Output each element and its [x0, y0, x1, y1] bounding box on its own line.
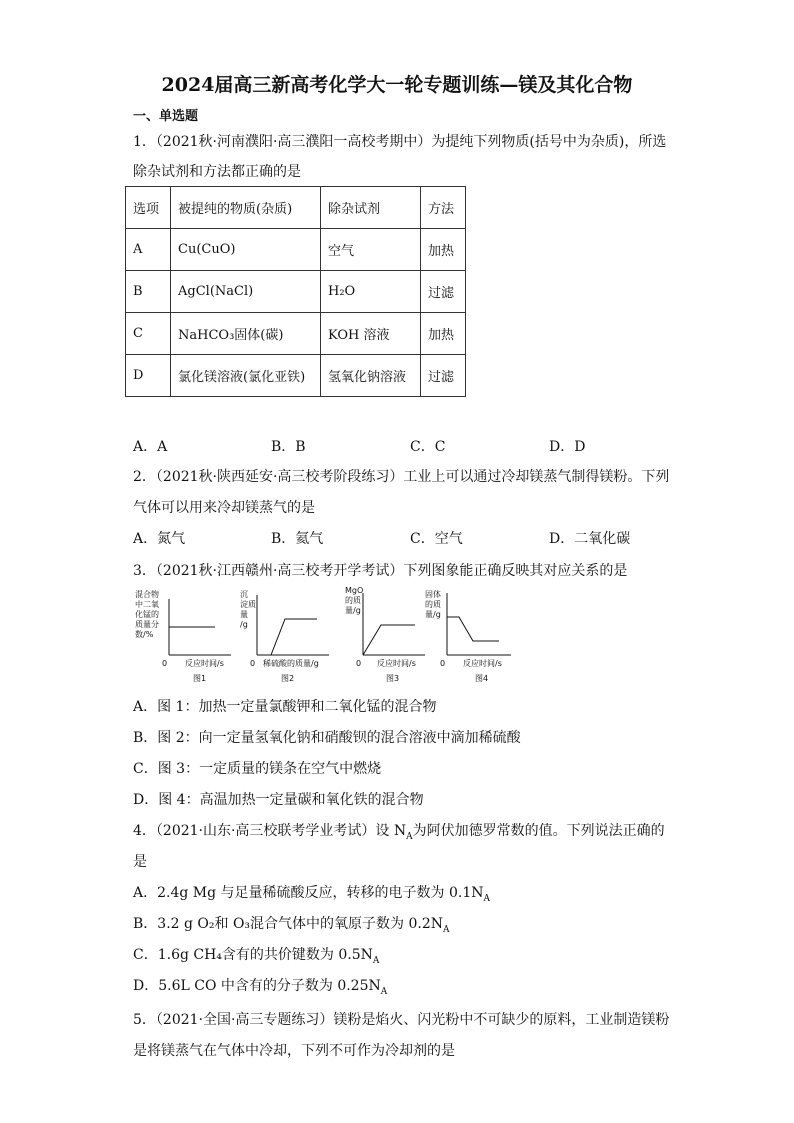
table-cell: Cu(CuO): [171, 229, 321, 271]
fig1-ylabel-1: 混合物: [135, 590, 159, 599]
figure-3: [345, 586, 425, 683]
table-header-cell: 方法: [421, 187, 466, 229]
table-cell: 加热: [421, 229, 466, 271]
figure-4: [425, 589, 511, 683]
fig4-xlabel: 反应时间/s: [463, 659, 502, 668]
fig4-origin: 0: [440, 659, 446, 668]
q4-stem-part-a: 4．（2021·山东·高三校联考学业考试）设 N: [133, 823, 407, 839]
q4-option-b-text: B．3.2 g O₂和 O₃混合气体中的氧原子数为 0.2N: [133, 916, 444, 932]
fig3-origin: 0: [356, 659, 362, 668]
q4-option-d-text: D．5.6L CO 中含有的分子数为 0.25N: [133, 978, 381, 994]
q1-stem-line1: 1．（2021秋·河南濮阳·高三濮阳一高校考期中）为提纯下列物质(括号中为杂质)，所选: [133, 134, 667, 150]
table-cell: A: [126, 229, 171, 271]
q1-table: [125, 186, 466, 397]
fig4-caption: 图4: [475, 674, 489, 683]
fig1-ylabel-3: 化锰的: [135, 610, 159, 619]
q3-option-c: C．图 3：一定质量的镁条在空气中燃烧: [133, 761, 382, 777]
q4-stem-line2: 是: [133, 854, 147, 870]
table-cell: 空气: [321, 229, 421, 271]
table-row: [126, 313, 466, 355]
q2-option-b: B．氦气: [271, 531, 324, 547]
fig3-ylabel-3: 量/g: [345, 606, 361, 615]
q4-stem-line1: [133, 820, 665, 842]
q3-option-a: A．图 1：加热一定量氯酸钾和二氧化锰的混合物: [133, 699, 437, 715]
q4-option-b-sub: A: [443, 924, 450, 935]
page-title: 2024届高三新高考化学大一轮专题训练—镁及其化合物: [161, 74, 633, 96]
table-header-row: [126, 187, 466, 229]
fig1-ylabel-2: 中二氧: [135, 600, 159, 609]
table-row: [126, 271, 466, 313]
fig3-ylabel-1: MgO: [345, 586, 364, 595]
q4-option-c-text: C．1.6g CH₄含有的共价键数为 0.5N: [133, 947, 373, 963]
section-heading: 一、单选题: [133, 109, 199, 124]
table-cell: 氯化镁溶液(氯化亚铁): [171, 355, 321, 397]
fig2-curve: [257, 619, 317, 655]
q4-option-a-text: A．2.4g Mg 与足量稀硫酸反应，转移的电子数为 0.1N: [133, 885, 484, 901]
q1-option-d: D．D: [549, 439, 586, 455]
fig1-origin: 0: [162, 659, 168, 668]
table-header-cell: 除杂试剂: [321, 187, 421, 229]
fig2-xlabel: 稀硫酸的质量/g: [263, 659, 319, 668]
q1-option-b: B．B: [271, 439, 306, 455]
fig1-caption: 图1: [193, 674, 207, 683]
fig1-ylabel-4: 质量分: [135, 620, 159, 629]
fig4-ylabel-1: 固体: [425, 590, 441, 599]
table-cell: NaHCO₃固体(碳): [171, 313, 321, 355]
table-cell: 氢氧化钠溶液: [321, 355, 421, 397]
q3-option-d: D．图 4：高温加热一定量碳和氧化铁的混合物: [133, 792, 424, 808]
table-cell: 过滤: [421, 355, 466, 397]
q5-stem-line2: 是将镁蒸气在气体中冷却，下列不可作为冷却剂的是: [133, 1043, 455, 1059]
q1-stem-line2: 除杂试剂和方法都正确的是: [133, 164, 301, 180]
fig1-ylabel-5: 数/%: [135, 630, 154, 639]
q3-stem: 3．（2021秋·江西赣州·高三校考开学考试）下列图象能正确反映其对应关系的是: [133, 563, 628, 579]
table-cell: B: [126, 271, 171, 313]
q2-option-d: D．二氧化碳: [549, 531, 631, 547]
q2-option-a: A．氮气: [133, 531, 186, 547]
fig2-ylabel-2: 淀质: [240, 600, 256, 609]
table-cell: 加热: [421, 313, 466, 355]
table-cell: 过滤: [421, 271, 466, 313]
fig4-ylabel-2: 的质: [425, 600, 441, 609]
q4-option-a: [133, 882, 490, 904]
q5-stem-line1: 5．（2021·全国·高三专题练习）镁粉是焰火、闪光粉中不可缺少的原料，工业制造镁粉: [133, 1012, 670, 1028]
table-row: [126, 229, 466, 271]
q1-option-c: C．C: [410, 439, 446, 455]
fig1-xlabel: 反应时间/s: [185, 659, 224, 668]
fig2-caption: 图2: [281, 674, 295, 683]
q4-option-b: [133, 913, 450, 935]
q4-stem-part-b: 为阿伏加德罗常数的值。下列说法正确的: [412, 823, 665, 839]
table-cell: AgCl(NaCl): [171, 271, 321, 313]
table-header-cell: 选项: [126, 187, 171, 229]
q4-option-d-sub: A: [380, 986, 388, 997]
fig3-curve: [363, 625, 415, 655]
fig4-curve: [447, 617, 499, 641]
table-cell: KOH 溶液: [321, 313, 421, 355]
q3-option-b: B．图 2：向一定量氢氧化钠和硝酸钡的混合溶液中滴加稀硫酸: [133, 730, 521, 746]
q2-stem-line2: 气体可以用来冷却镁蒸气的是: [133, 500, 315, 516]
q4-option-c: [133, 944, 379, 966]
fig2-ylabel-3: 量: [240, 610, 248, 619]
q4-option-d: [133, 975, 387, 997]
fig3-ylabel-2: 的质: [345, 596, 361, 605]
table-cell: D: [126, 355, 171, 397]
figure-2: [240, 590, 329, 683]
q2-option-c: C．空气: [410, 531, 463, 547]
table-cell: H₂O: [321, 271, 421, 313]
q4-stem-subscript: A: [406, 831, 413, 842]
fig3-caption: 图3: [386, 674, 400, 683]
fig2-ylabel-4: /g: [240, 620, 248, 629]
q4-option-a-sub: A: [483, 893, 490, 904]
table-row: [126, 355, 466, 397]
fig2-origin: 0: [250, 659, 256, 668]
figure-1: [135, 589, 231, 683]
table-header-cell: 被提纯的物质(杂质): [171, 187, 321, 229]
fig4-ylabel-3: 量/g: [425, 610, 441, 619]
fig3-xlabel: 反应时间/s: [377, 659, 416, 668]
q2-stem-line1: 2．（2021秋·陕西延安·高三校考阶段练习）工业上可以通过冷却镁蒸气制得镁粉。下列: [133, 469, 670, 485]
q4-option-c-sub: A: [372, 955, 380, 966]
table-cell: C: [126, 313, 171, 355]
q1-option-a: A．A: [133, 439, 168, 455]
q3-figures: [133, 585, 523, 685]
fig2-ylabel-1: 沉: [240, 590, 248, 599]
